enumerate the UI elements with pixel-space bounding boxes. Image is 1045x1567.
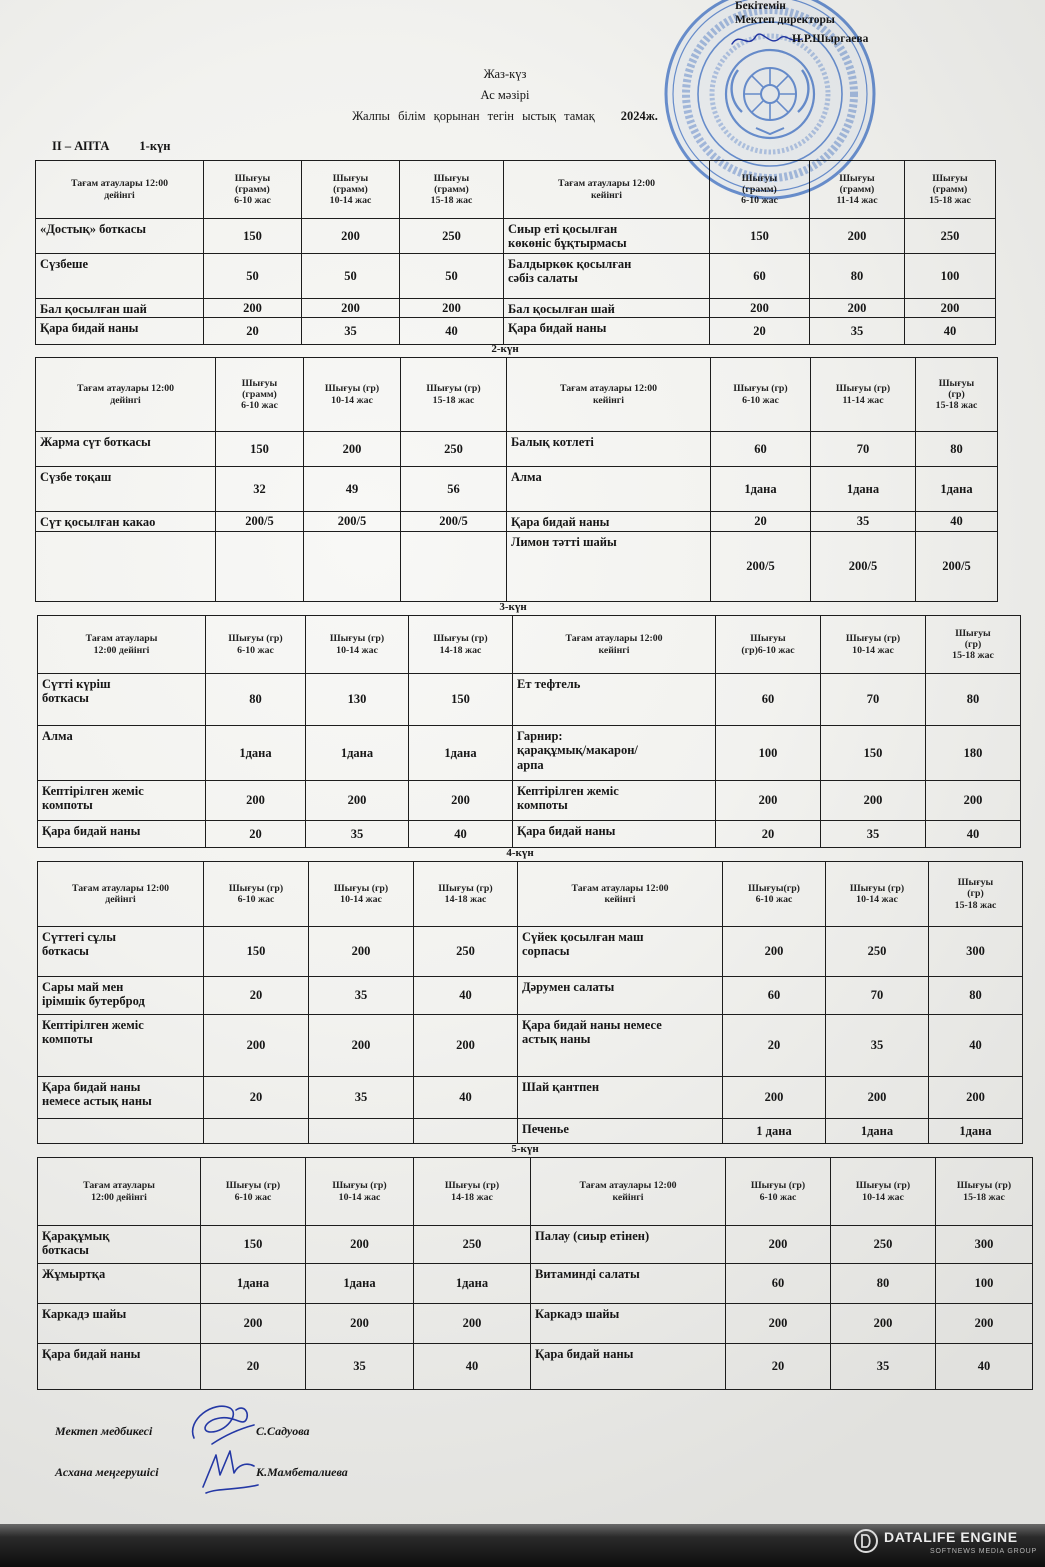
season-title: Жаз-күз [483,67,527,81]
portion-column-header: Шығуы (гр) 6-10 жас [711,358,811,432]
dish-name-cell: «Достық» боткасы [36,219,204,254]
portion-cell: 80 [929,977,1023,1015]
week-label: II – АПТА [52,139,110,153]
portion-cell: 150 [204,927,309,977]
portion-cell: 40 [414,1077,518,1119]
dish-name-cell: Лимон тәтті шайы [507,532,711,602]
dish-name-cell: Қара бидай наны [504,318,710,345]
canteen-head-position: Асхана меңгерушісі [55,1465,159,1479]
portion-cell: 200/5 [216,512,304,532]
portion-cell: 200 [726,1304,831,1344]
portion-cell: 35 [826,1015,929,1077]
table-header-row [38,616,1021,674]
table-row [38,1304,1033,1344]
dish-name-cell: Витаминді салаты [531,1264,726,1304]
portion-cell: 1дана [306,726,409,781]
portion-column-header: Шығуы (гр) 6-10 жас [206,616,306,674]
portion-column-header: Шығуы (гр) 10-14 жас [306,1158,414,1226]
dish-column-header: Тағам атаулары 12:00 дейінгі [36,161,204,219]
portion-column-header: Шығуы (грамм) 15-18 жас [905,161,996,219]
menu-table-day-5 [37,1157,1033,1390]
portion-cell: 200/5 [711,532,811,602]
portion-cell: 35 [306,1344,414,1390]
portion-cell: 150 [409,674,513,726]
portion-cell: 56 [401,467,507,512]
portion-cell: 40 [926,821,1021,848]
menu-subtitle: Жалпы білім қорынан тегін ыстық тамақ [352,109,595,123]
portion-cell: 200 [826,1077,929,1119]
dish-name-cell: Қара бидай наны [513,821,716,848]
portion-cell: 200 [710,299,810,318]
dish-name-cell: Сүт қосылған какао [36,512,216,532]
table-row [38,781,1021,821]
table-row [36,532,998,602]
portion-column-header: Шығуы (гр) 15-18 жас [401,358,507,432]
table-row [36,299,996,318]
portion-cell: 250 [414,927,518,977]
menu-table-day-4 [37,861,1023,1144]
portion-column-header: Шығуы (грамм) 6-10 жас [204,161,302,219]
portion-cell: 200/5 [304,512,401,532]
portion-cell: 20 [710,318,810,345]
dish-name-cell: Қара бидай наны немесе астық наны [518,1015,723,1077]
dish-name-cell: Дәрумен салаты [518,977,723,1015]
dish-name-cell: Қара бидай наны [507,512,711,532]
table-row [38,1077,1023,1119]
portion-column-header: Шығуы (гр) 15-18 жас [926,616,1021,674]
portion-column-header: Шығуы (гр) 6-10 жас [201,1158,306,1226]
datalife-logo-icon [853,1528,879,1554]
table-header-row [38,1158,1033,1226]
dish-name-cell: Қара бидай наны [531,1344,726,1390]
dish-name-cell: Қара бидай наны [38,821,206,848]
portion-cell: 70 [811,432,916,467]
watermark-tagline: SOFTNEWS MEDIA GROUP [930,1548,1038,1555]
portion-cell: 1дана [711,467,811,512]
portion-cell: 250 [905,219,996,254]
portion-cell: 1 дана [723,1119,826,1144]
portion-cell: 200/5 [916,532,998,602]
day-label-2: 2-күн [491,343,519,355]
portion-cell: 35 [821,821,926,848]
dish-name-cell: Жарма сүт боткасы [36,432,216,467]
portion-cell [304,532,401,602]
portion-column-header: Шығуы (гр) 14-18 жас [409,616,513,674]
table-row [38,1226,1033,1264]
portion-cell: 200 [309,1015,414,1077]
portion-cell: 200 [821,781,926,821]
table-row [38,674,1021,726]
portion-cell: 1дана [409,726,513,781]
portion-cell: 80 [206,674,306,726]
portion-column-header: Шығуы (гр) 10-14 жас [306,616,409,674]
portion-column-header: Шығуы (гр)6-10 жас [716,616,821,674]
portion-cell: 200 [400,299,504,318]
portion-cell: 180 [926,726,1021,781]
portion-cell: 49 [304,467,401,512]
table-header-row [36,358,998,432]
portion-cell: 200 [810,299,905,318]
dish-name-cell: Гарнир: қарақұмық/макарон/ арпа [513,726,716,781]
portion-cell: 40 [409,821,513,848]
portion-cell: 250 [400,219,504,254]
portion-cell: 35 [810,318,905,345]
dish-name-cell: Ет тефтель [513,674,716,726]
dish-name-cell: Сүзбеше [36,254,204,299]
dish-column-header: Тағам атаулары 12:00 дейінгі [38,1158,201,1226]
portion-column-header: Шығуы (грамм) 6-10 жас [216,358,304,432]
portion-cell: 60 [716,674,821,726]
portion-cell: 200 [204,299,302,318]
portion-cell: 200 [926,781,1021,821]
portion-column-header: Шығуы (гр) 10-14 жас [821,616,926,674]
portion-cell: 70 [821,674,926,726]
portion-cell: 250 [826,927,929,977]
canteen-head-signature [198,1443,262,1497]
table-row [36,219,996,254]
portion-cell [204,1119,309,1144]
portion-cell: 200 [414,1015,518,1077]
portion-cell: 1дана [206,726,306,781]
portion-cell: 150 [821,726,926,781]
portion-cell: 35 [811,512,916,532]
portion-cell: 200 [409,781,513,821]
portion-cell: 40 [905,318,996,345]
portion-cell: 20 [201,1344,306,1390]
portion-cell: 35 [831,1344,936,1390]
dish-column-header: Тағам атаулары 12:00 кейінгі [504,161,710,219]
portion-cell: 150 [204,219,302,254]
portion-cell: 200 [201,1304,306,1344]
dish-column-header: Тағам атаулары 12:00 кейінгі [513,616,716,674]
portion-cell: 20 [726,1344,831,1390]
portion-cell: 60 [723,977,826,1015]
portion-cell: 35 [306,821,409,848]
portion-cell: 150 [201,1226,306,1264]
portion-cell: 20 [723,1015,826,1077]
portion-cell: 40 [929,1015,1023,1077]
menu-table-day-3 [37,615,1021,848]
menu-year: 2024ж. [620,109,658,123]
portion-cell: 40 [414,977,518,1015]
menu-title: Ас мәзірі [480,88,530,102]
dish-name-cell: Қара бидай наны [36,318,204,345]
table-row [36,512,998,532]
portion-column-header: Шығуы (гр) 6-10 жас [204,862,309,927]
portion-cell: 200 [306,1226,414,1264]
dish-name-cell [36,532,216,602]
portion-cell: 20 [204,318,302,345]
portion-column-header: Шығуы (гр) 6-10 жас [726,1158,831,1226]
table-row [38,1119,1023,1144]
table-row [38,726,1021,781]
table-row [36,318,996,345]
portion-cell: 200 [831,1304,936,1344]
table-row [36,432,998,467]
portion-column-header: Шығуы (гр) 10-14 жас [831,1158,936,1226]
dish-name-cell: Палау (сиыр етінен) [531,1226,726,1264]
dish-column-header: Тағам атаулары 12:00 дейінгі [36,358,216,432]
portion-cell: 200 [723,1077,826,1119]
portion-cell: 20 [204,1077,309,1119]
portion-column-header: Шығуы (грамм) 10-14 жас [302,161,400,219]
portion-cell: 20 [204,977,309,1015]
portion-column-header: Шығуы (гр) 15-18 жас [916,358,998,432]
week-line [52,139,171,154]
portion-cell: 100 [716,726,821,781]
portion-cell: 1дана [811,467,916,512]
portion-cell: 80 [926,674,1021,726]
table-row [38,927,1023,977]
portion-column-header: Шығуы (гр) 10-14 жас [304,358,401,432]
dish-name-cell: Алма [507,467,711,512]
table-row [38,821,1021,848]
portion-cell: 200/5 [811,532,916,602]
day-label-3: 3-күн [499,601,527,613]
portion-cell: 200 [302,219,400,254]
dish-name-cell: Қарақұмық боткасы [38,1226,201,1264]
portion-cell: 60 [710,254,810,299]
approval-heading: Бекітемін [735,0,786,12]
portion-cell: 35 [309,1077,414,1119]
portion-cell: 20 [206,821,306,848]
portion-cell: 250 [401,432,507,467]
table-header-row [38,862,1023,927]
dish-name-cell: Кептірілген жеміс компоты [513,781,716,821]
portion-cell: 200 [206,781,306,821]
dish-name-cell: Каркадэ шайы [38,1304,201,1344]
table-row [38,1264,1033,1304]
portion-cell: 40 [400,318,504,345]
dish-name-cell: Бал қосылған шай [504,299,710,318]
portion-cell: 150 [710,219,810,254]
approver-name: Н.Р.Шыргаева [792,33,869,45]
dish-name-cell: Сиыр еті қосылған көкөніс бұқтырмасы [504,219,710,254]
portion-column-header: Шығуы (гр) 15-18 жас [929,862,1023,927]
portion-cell: 1дана [826,1119,929,1144]
dish-name-cell: Жұмыртқа [38,1264,201,1304]
portion-cell: 200 [304,432,401,467]
table-row [36,467,998,512]
dish-name-cell: Қара бидай наны немесе астық наны [38,1077,204,1119]
dish-name-cell [38,1119,204,1144]
dish-name-cell: Сүтті күріш боткасы [38,674,206,726]
dish-name-cell: Сары май мен ірімшік бутерброд [38,977,204,1015]
portion-cell: 200 [309,927,414,977]
portion-cell: 50 [400,254,504,299]
portion-cell: 20 [711,512,811,532]
portion-cell: 200 [810,219,905,254]
portion-cell: 80 [831,1264,936,1304]
dish-name-cell: Балдыркөк қосылған сәбіз салаты [504,254,710,299]
portion-cell: 35 [302,318,400,345]
dish-column-header: Тағам атаулары 12:00 кейінгі [507,358,711,432]
table-row [36,254,996,299]
portion-cell: 200 [306,1304,414,1344]
portion-column-header: Шығуы (гр) 10-14 жас [309,862,414,927]
canteen-head-name: К.Мамбеталиева [256,1465,348,1479]
portion-cell: 100 [936,1264,1033,1304]
portion-cell: 200 [929,1077,1023,1119]
official-seal-stamp [652,0,892,205]
portion-cell: 200/5 [401,512,507,532]
portion-cell [309,1119,414,1144]
portion-cell: 80 [916,432,998,467]
dish-name-cell: Қара бидай наны [38,1344,201,1390]
dish-column-header: Тағам атаулары 12:00 дейінгі [38,616,206,674]
portion-cell: 200 [726,1226,831,1264]
dish-name-cell: Алма [38,726,206,781]
portion-cell: 40 [916,512,998,532]
portion-cell: 1дана [916,467,998,512]
dish-column-header: Тағам атаулары 12:00 кейінгі [531,1158,726,1226]
portion-column-header: Шығуы (гр) 11-14 жас [811,358,916,432]
portion-cell: 200 [905,299,996,318]
portion-cell: 300 [936,1226,1033,1264]
portion-column-header: Шығуы (гр) 14-18 жас [414,1158,531,1226]
portion-cell: 250 [831,1226,936,1264]
portion-cell: 200 [306,781,409,821]
portion-cell [216,532,304,602]
portion-cell: 130 [306,674,409,726]
dish-name-cell: Шай қантпен [518,1077,723,1119]
portion-cell: 200 [936,1304,1033,1344]
portion-cell: 50 [302,254,400,299]
dish-name-cell: Кептірілген жеміс компоты [38,1015,204,1077]
dish-name-cell: Сүйек қосылған маш сорпасы [518,927,723,977]
portion-column-header: Шығуы (грамм) 15-18 жас [400,161,504,219]
portion-cell: 35 [309,977,414,1015]
menu-table-day-2 [35,357,998,602]
dish-name-cell: Каркадэ шайы [531,1304,726,1344]
dish-name-cell: Кептірілген жеміс компоты [38,781,206,821]
portion-column-header: Шығуы (гр) 15-18 жас [936,1158,1033,1226]
portion-column-header: Шығуы(гр) 6-10 жас [723,862,826,927]
portion-cell: 200 [302,299,400,318]
portion-cell: 200 [723,927,826,977]
portion-column-header: Шығуы (грамм) 6-10 жас [710,161,810,219]
portion-cell: 40 [936,1344,1033,1390]
portion-cell: 60 [726,1264,831,1304]
portion-cell: 1дана [201,1264,306,1304]
portion-cell: 32 [216,467,304,512]
nurse-name: С.Садуова [256,1424,310,1438]
dish-column-header: Тағам атаулары 12:00 дейінгі [38,862,204,927]
portion-column-header: Шығуы (гр) 10-14 жас [826,862,929,927]
day-label-4: 4-күн [506,847,534,859]
dish-name-cell: Печенье [518,1119,723,1144]
portion-cell: 60 [711,432,811,467]
table-row [38,1015,1023,1077]
portion-column-header: Шығуы (гр) 14-18 жас [414,862,518,927]
approver-position: Мектеп директоры [735,14,835,26]
table-row [38,1344,1033,1390]
day-label-5: 5-күн [511,1143,539,1155]
dish-name-cell: Бал қосылған шай [36,299,204,318]
portion-cell: 1дана [929,1119,1023,1144]
portion-cell: 40 [414,1344,531,1390]
table-row [38,977,1023,1015]
dish-name-cell: Сүзбе тоқаш [36,467,216,512]
portion-cell: 150 [216,432,304,467]
portion-cell: 20 [716,821,821,848]
portion-cell: 250 [414,1226,531,1264]
portion-cell: 100 [905,254,996,299]
portion-cell: 1дана [306,1264,414,1304]
day-label-1: 1-күн [139,139,171,153]
portion-cell [414,1119,518,1144]
nurse-position: Мектеп медбикесі [55,1424,153,1438]
portion-cell: 200 [204,1015,309,1077]
dish-name-cell: Балық котлеті [507,432,711,467]
portion-cell: 200 [716,781,821,821]
portion-cell: 70 [826,977,929,1015]
dish-name-cell: Сүттегі сұлы боткасы [38,927,204,977]
portion-cell: 50 [204,254,302,299]
watermark-brand: DATALIFE ENGINE [884,1529,1018,1545]
portion-cell: 200 [414,1304,531,1344]
portion-cell: 300 [929,927,1023,977]
portion-column-header: Шығуы (грамм) 11-14 жас [810,161,905,219]
portion-cell: 80 [810,254,905,299]
dish-column-header: Тағам атаулары 12:00 кейінгі [518,862,723,927]
portion-cell [401,532,507,602]
portion-cell: 1дана [414,1264,531,1304]
